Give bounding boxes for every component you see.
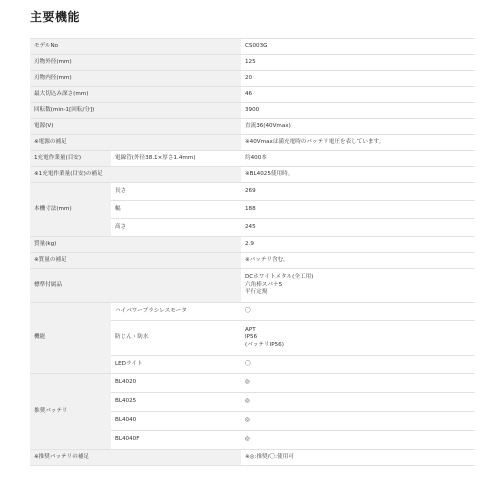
table-row xyxy=(30,87,475,103)
row-label: 電源(V) xyxy=(30,119,241,135)
row-value: 約400本 xyxy=(241,151,475,167)
row-value: 125 xyxy=(241,55,475,71)
row-value: 245 xyxy=(241,219,475,237)
row-label: 機能 xyxy=(30,303,111,374)
table-row xyxy=(30,39,475,55)
row-sublabel: 電線管(外径38.1×厚さ1.4mm) xyxy=(111,151,241,167)
row-label: 質量(kg) xyxy=(30,237,241,253)
accessory-item: DCホワイトメタル(全工用) xyxy=(245,274,314,281)
spec-table xyxy=(30,38,475,466)
row-value: ◎ xyxy=(241,412,475,431)
row-value: ◎ xyxy=(241,431,475,450)
row-value: 188 xyxy=(241,201,475,219)
accessory-item: 平行定規 xyxy=(245,289,268,296)
feature-line: IP56 xyxy=(245,334,258,341)
row-value xyxy=(241,321,475,356)
row-value: 2.9 xyxy=(241,237,475,253)
table-row xyxy=(30,183,475,201)
row-sublabel: 幅 xyxy=(111,201,241,219)
row-label: 推奨バッテリ xyxy=(30,374,111,450)
feature-line: APT xyxy=(245,326,256,333)
row-sublabel: LEDライト xyxy=(111,356,241,374)
row-value: 20 xyxy=(241,71,475,87)
row-label: ※推奨バッテリの補足 xyxy=(30,450,241,466)
row-value: ◎ xyxy=(241,393,475,412)
table-row xyxy=(30,55,475,71)
table-row xyxy=(30,119,475,135)
page-title: 主要機能 xyxy=(30,10,81,24)
row-value: ※40Vmaxは満充電時のバッテリ電圧を表しています。 xyxy=(241,135,475,151)
table-row xyxy=(30,374,475,393)
row-sublabel: 長さ xyxy=(111,183,241,201)
table-row xyxy=(30,269,475,303)
row-label: 本機寸法(mm) xyxy=(30,183,111,237)
row-sublabel: 高さ xyxy=(111,219,241,237)
feature-line: (バッテリIP56) xyxy=(245,341,284,348)
row-label: 刃物外径(mm) xyxy=(30,55,241,71)
row-value: ◎ xyxy=(241,374,475,393)
row-sublabel: BL4040 xyxy=(111,412,241,431)
accessory-item: 六角棒スパナ5 xyxy=(245,281,283,288)
table-row xyxy=(30,450,475,466)
row-label: 標準付属品 xyxy=(30,269,241,303)
row-label: 刃物内径(mm) xyxy=(30,71,241,87)
table-row xyxy=(30,151,475,167)
row-label: ※質量の補足 xyxy=(30,253,241,269)
row-value: 直流36(40Vmax) xyxy=(241,119,475,135)
row-value: 3900 xyxy=(241,103,475,119)
row-sublabel: BL4040F xyxy=(111,431,241,450)
table-row xyxy=(30,135,475,151)
row-value: ※BL4025使用時。 xyxy=(241,167,475,183)
table-row xyxy=(30,253,475,269)
table-row xyxy=(30,303,475,321)
row-label: ※電源の補足 xyxy=(30,135,241,151)
row-label: 回転数(min-1[回転/分]) xyxy=(30,103,241,119)
row-value: ※バッテリ含む。 xyxy=(241,253,475,269)
row-label: 1充電作業量(目安) xyxy=(30,151,111,167)
row-sublabel: ハイパワーブラシレスモータ xyxy=(111,303,241,321)
row-label: ※1充電作業量(目安)の補足 xyxy=(30,167,241,183)
row-label: 最大切込み深さ(mm) xyxy=(30,87,241,103)
row-value xyxy=(241,269,475,303)
row-value: ※◎:推奨/〇:使用可 xyxy=(241,450,475,466)
row-value: 269 xyxy=(241,183,475,201)
table-row xyxy=(30,103,475,119)
table-row xyxy=(30,71,475,87)
row-value: CS003G xyxy=(241,39,475,55)
row-value: 〇 xyxy=(241,303,475,321)
row-value: 〇 xyxy=(241,356,475,374)
row-label: モデルNo xyxy=(30,39,241,55)
row-sublabel: BL4025 xyxy=(111,393,241,412)
row-sublabel: BL4020 xyxy=(111,374,241,393)
table-row xyxy=(30,167,475,183)
row-sublabel: 防じん・防水 xyxy=(111,321,241,356)
row-value: 46 xyxy=(241,87,475,103)
table-row xyxy=(30,237,475,253)
